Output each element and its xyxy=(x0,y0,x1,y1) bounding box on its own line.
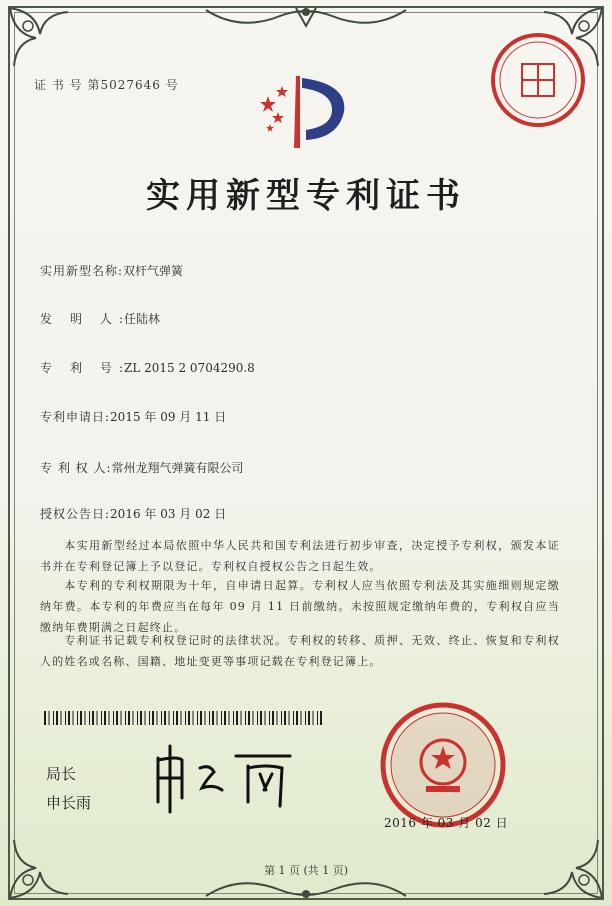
paragraph xyxy=(40,630,560,672)
field-grant-date xyxy=(40,505,226,522)
seal-date: 2016 年 03 月 02 日 xyxy=(384,816,509,830)
official-red-seal-icon xyxy=(378,700,508,830)
field-label: 专利申请日: xyxy=(40,410,111,424)
paragraph-text: 本专利的专利权期限为十年，自申请日起算。专利权人应当依照专利法及其实施细则规定缴纳年费。本专利的年费应当在每年 09 月 11 日前缴纳。未按照规定缴纳年费的，专利权自应当缴纳年费期满之日起终止。 xyxy=(40,579,560,634)
director-name: 申长雨 xyxy=(46,794,92,812)
field-value: ZL 2015 2 0704290.8 xyxy=(124,361,255,375)
field-label: 发 明 人: xyxy=(40,312,124,326)
director-signature xyxy=(148,738,298,818)
certificate-title: 实用新型专利证书 xyxy=(146,176,466,216)
field-value: 2015 年 09 月 11 日 xyxy=(110,410,227,424)
paragraph xyxy=(40,535,560,577)
director-title: 局长 xyxy=(46,765,77,783)
page-number: 第 1 页 (共 1 页) xyxy=(263,864,349,877)
field-utility-model-name xyxy=(40,262,183,279)
corner-ornament xyxy=(6,4,76,74)
paragraph-text: 专利证书记载专利权登记时的法律状况。专利权的转移、质押、无效、终止、恢复和专利权人的姓名或名称、国籍、地址变更等事项记载在专利登记簿上。 xyxy=(40,634,560,668)
field-inventor xyxy=(40,310,160,327)
field-label: 专 利 号: xyxy=(40,361,124,375)
agency-seal-icon xyxy=(488,30,588,130)
field-label: 专 利 权 人: xyxy=(40,461,112,475)
top-border-ornament xyxy=(200,2,412,38)
patent-office-emblem-icon xyxy=(256,68,356,156)
field-label: 实用新型名称: xyxy=(40,264,124,278)
field-value: 任陆林 xyxy=(124,312,161,326)
field-value: 2016 年 03 月 02 日 xyxy=(110,507,227,521)
field-value: 双杆气弹簧 xyxy=(123,264,184,278)
barcode xyxy=(44,711,322,725)
paragraph xyxy=(40,575,560,638)
field-label: 授权公告日: xyxy=(40,507,111,521)
field-patentee xyxy=(40,459,244,476)
field-filing-date xyxy=(40,408,226,425)
certificate-number: 证 书 号 第5027646 号 xyxy=(34,78,179,92)
paragraph-text: 本实用新型经过本局依照中华人民共和国专利法进行初步审查，决定授予专利权，颁发本证书并在专利登记簿上予以登记。专利权自授权公告之日起生效。 xyxy=(40,539,560,573)
field-value: 常州龙翔气弹簧有限公司 xyxy=(111,461,244,475)
field-patent-number xyxy=(40,359,255,376)
